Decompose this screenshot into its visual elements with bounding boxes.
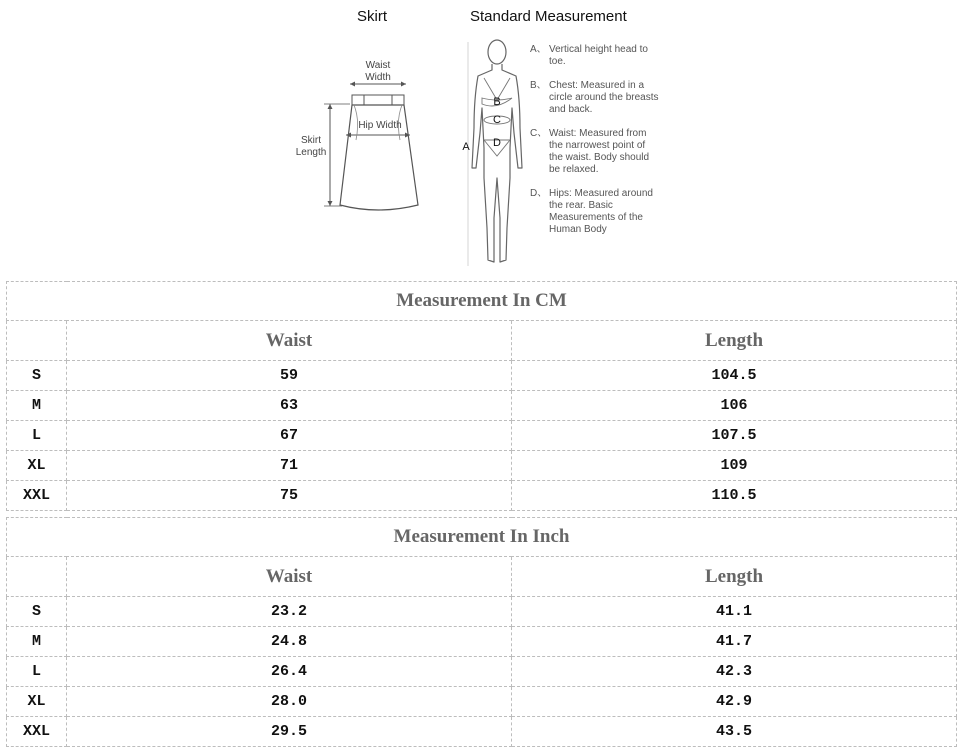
length-cell: 41.7 — [512, 627, 957, 657]
table-row — [7, 687, 957, 717]
inch-measurement-table — [6, 517, 957, 747]
waist-cell: 63 — [67, 391, 512, 421]
hip-width-label: Hip Width — [358, 120, 402, 131]
size-cell: L — [7, 657, 67, 687]
length-cell: 41.1 — [512, 597, 957, 627]
marker-a: A — [462, 141, 470, 153]
waist-cell: 59 — [67, 361, 512, 391]
note-d-key: D、 — [530, 188, 548, 199]
size-cell: XXL — [7, 717, 67, 747]
waist-cell: 23.2 — [67, 597, 512, 627]
marker-b: B — [493, 96, 501, 108]
length-cell: 42.9 — [512, 687, 957, 717]
table-row — [7, 597, 957, 627]
table-row — [7, 421, 957, 451]
note-a — [530, 44, 660, 68]
waist-cell: 67 — [67, 421, 512, 451]
standard-measurement-title: Standard Measurement — [470, 8, 627, 25]
header-cell-waist: Waist — [67, 321, 512, 361]
waist-cell: 24.8 — [67, 627, 512, 657]
table-header-row — [7, 321, 957, 361]
header-cell-length: Length — [512, 557, 957, 597]
size-cell: L — [7, 421, 67, 451]
note-a-key: A、 — [530, 44, 547, 55]
length-cell: 106 — [512, 391, 957, 421]
waist-cell: 26.4 — [67, 657, 512, 687]
table-row — [7, 717, 957, 747]
table-header-row — [7, 557, 957, 597]
marker-d: D — [493, 137, 501, 149]
table-row — [7, 391, 957, 421]
size-cell: M — [7, 627, 67, 657]
waist-cell: 28.0 — [67, 687, 512, 717]
size-cell: XL — [7, 451, 67, 481]
waist-width-label: Waist Width — [365, 60, 391, 83]
length-cell: 110.5 — [512, 481, 957, 511]
header-cell-waist: Waist — [67, 557, 512, 597]
table-row — [7, 657, 957, 687]
skirt-length-label: Skirt Length — [295, 135, 327, 158]
size-cell: M — [7, 391, 67, 421]
note-c — [530, 128, 660, 176]
header-cell-empty — [7, 557, 67, 597]
measurement-notes — [530, 44, 660, 248]
waist-cell: 71 — [67, 451, 512, 481]
length-cell: 109 — [512, 451, 957, 481]
note-c-text: Waist: Measured from the narrowest point of the waist. Body should be relaxed. — [549, 128, 650, 175]
table-row — [7, 627, 957, 657]
note-a-text: Vertical height head to toe. — [549, 44, 648, 67]
table-caption: Measurement In CM — [7, 282, 957, 321]
note-b-text: Chest: Measured in a circle around the breasts and back. — [549, 80, 659, 115]
marker-c: C — [493, 114, 501, 126]
length-cell: 42.3 — [512, 657, 957, 687]
cm-measurement-table — [6, 281, 957, 511]
table-caption: Measurement In Inch — [7, 518, 957, 557]
note-d — [530, 188, 660, 236]
length-cell: 107.5 — [512, 421, 957, 451]
size-cell: S — [7, 361, 67, 391]
header-cell-length: Length — [512, 321, 957, 361]
size-cell: XXL — [7, 481, 67, 511]
waist-cell: 29.5 — [67, 717, 512, 747]
note-c-key: C、 — [530, 128, 548, 139]
length-cell: 104.5 — [512, 361, 957, 391]
size-cell: XL — [7, 687, 67, 717]
length-cell: 43.5 — [512, 717, 957, 747]
table-row — [7, 361, 957, 391]
measurement-diagram — [0, 0, 962, 278]
note-b — [530, 80, 660, 116]
waist-cell: 75 — [67, 481, 512, 511]
header-cell-empty — [7, 321, 67, 361]
size-cell: S — [7, 597, 67, 627]
skirt-title: Skirt — [357, 8, 387, 25]
note-d-text: Hips: Measured around the rear. Basic Measurements of the Human Body — [549, 188, 653, 235]
table-row — [7, 481, 957, 511]
note-b-key: B、 — [530, 80, 547, 91]
table-row — [7, 451, 957, 481]
body-figure-illustration — [460, 38, 535, 270]
